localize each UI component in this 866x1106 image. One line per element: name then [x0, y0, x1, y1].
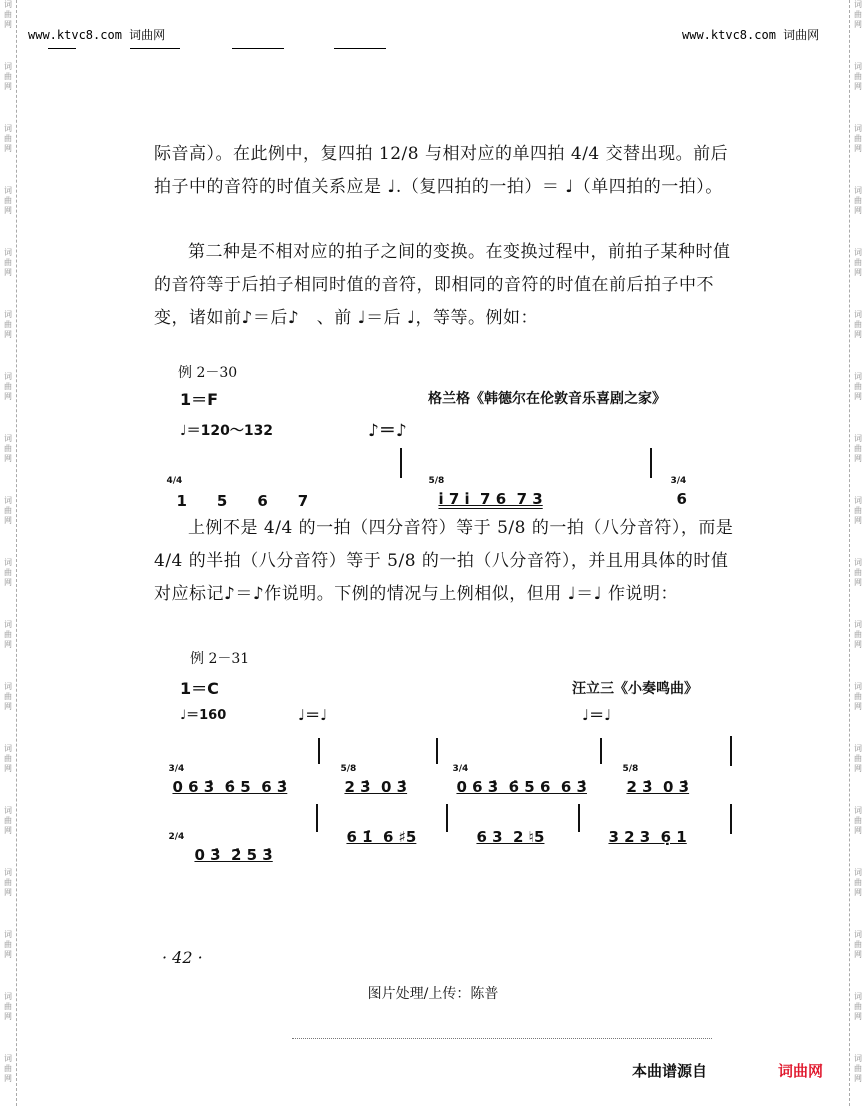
example-2-line2-m2 — [336, 810, 416, 846]
watermark-glyph: 词 — [4, 372, 12, 381]
watermark-glyph: 网 — [854, 1074, 862, 1083]
watermark-glyph: 网 — [854, 454, 862, 463]
watermark-glyph-group — [850, 124, 866, 154]
watermark-glyph: 词 — [854, 992, 862, 1001]
brand-link[interactable]: 词曲网 — [778, 1062, 824, 1080]
dotted-divider — [292, 1038, 712, 1040]
watermark-glyph: 词 — [854, 434, 862, 443]
watermark-glyph: 词 — [4, 682, 12, 691]
watermark-glyph: 词 — [854, 124, 862, 133]
watermark-glyph: 曲 — [4, 196, 12, 205]
watermark-glyph-group — [850, 62, 866, 92]
watermark-glyph: 词 — [4, 310, 12, 319]
bar-line — [650, 448, 652, 478]
watermark-glyph: 曲 — [4, 692, 12, 701]
measure-notes: 0 6 3̇ 6̇ 5 6 6 3̇ — [456, 778, 587, 796]
watermark-glyph: 网 — [4, 454, 12, 463]
measure-notes: 3 2 3 6̣ 1 — [608, 828, 687, 846]
watermark-glyph: 曲 — [854, 692, 862, 701]
watermark-glyph-group — [850, 186, 866, 216]
watermark-glyph-group — [0, 186, 16, 216]
example-2-source: 汪立三《小奏鸣曲》 — [572, 681, 698, 697]
watermark-glyph: 词 — [854, 248, 862, 257]
watermark-glyph: 曲 — [854, 444, 862, 453]
example-1-key: 1＝F — [180, 390, 219, 409]
example-2-line2-m3 — [466, 810, 544, 846]
watermark-glyph: 网 — [854, 392, 862, 401]
watermark-glyph: 词 — [854, 558, 862, 567]
watermark-glyph: 网 — [4, 826, 12, 835]
paragraph-3-text: 上例不是 4/4 的一拍（四分音符）等于 5/8 的一拍（八分音符），而是 4/4 的半拍（八分音符）等于 5/8 的一拍（八分音符），并且用具体的时值对应标记♪＝♪作说明。下例的情况与上例相似，但用 ♩＝♩ 作说明： — [154, 518, 734, 604]
example-1-measure-2 — [418, 454, 543, 508]
watermark-glyph: 网 — [4, 950, 12, 959]
watermark-glyph: 曲 — [854, 940, 862, 949]
watermark-glyph: 词 — [4, 930, 12, 939]
watermark-glyph: 曲 — [854, 258, 862, 267]
watermark-glyph: 曲 — [4, 382, 12, 391]
watermark-glyph: 曲 — [4, 444, 12, 453]
watermark-glyph: 曲 — [854, 1064, 862, 1073]
watermark-glyph-group — [0, 434, 16, 464]
example-2-line1-m3 — [442, 742, 587, 796]
watermark-glyph-group — [0, 744, 16, 774]
watermark-glyph: 网 — [4, 330, 12, 339]
left-watermark-strip — [0, 0, 17, 1106]
watermark-glyph: 网 — [4, 516, 12, 525]
watermark-glyph: 词 — [4, 744, 12, 753]
watermark-glyph: 词 — [4, 434, 12, 443]
watermark-glyph: 曲 — [854, 878, 862, 887]
watermark-glyph: 网 — [854, 206, 862, 215]
watermark-glyph: 词 — [854, 1054, 862, 1063]
watermark-glyph: 词 — [4, 496, 12, 505]
watermark-glyph: 词 — [4, 868, 12, 877]
watermark-glyph-group — [0, 372, 16, 402]
watermark-glyph: 网 — [854, 640, 862, 649]
watermark-glyph: 曲 — [4, 10, 12, 19]
watermark-glyph: 网 — [4, 20, 12, 29]
time-signature: 2/4 — [168, 832, 185, 842]
watermark-glyph-group — [0, 868, 16, 898]
example-2-line1-m1 — [158, 742, 287, 796]
watermark-glyph: 词 — [4, 186, 12, 195]
watermark-glyph-group — [0, 1054, 16, 1084]
watermark-glyph-group — [850, 1054, 866, 1084]
watermark-glyph-group — [0, 62, 16, 92]
watermark-glyph: 词 — [4, 558, 12, 567]
watermark-glyph-group — [850, 372, 866, 402]
watermark-glyph: 曲 — [4, 134, 12, 143]
watermark-glyph: 网 — [4, 640, 12, 649]
measure-notes: 0 6 3̇ 6̇ 5 6 3̇ — [172, 778, 288, 796]
watermark-glyph: 网 — [4, 268, 12, 277]
page-number: · 42 · — [162, 948, 203, 967]
bar-line — [730, 804, 732, 834]
watermark-glyph: 曲 — [854, 1002, 862, 1011]
watermark-glyph-group — [0, 248, 16, 278]
example-1-tempo: ♩＝120～132 — [180, 423, 274, 439]
watermark-glyph: 词 — [4, 62, 12, 71]
watermark-glyph: 词 — [4, 1054, 12, 1063]
watermark-glyph-group — [850, 248, 866, 278]
watermark-glyph: 词 — [4, 0, 12, 9]
paragraph-2-text: 第二种是不相对应的拍子之间的变换。在变换过程中，前拍子某种时值的音符等于后拍子相同时值的音符，即相同的音符的时值在前后拍子中不变，诸如前♪＝后♪ 、前 ♩＝后 ♩，等等。例如： — [154, 242, 731, 328]
right-watermark-strip — [849, 0, 866, 1106]
watermark-glyph: 曲 — [4, 630, 12, 639]
watermark-glyph: 曲 — [4, 72, 12, 81]
example-2-line1-m4 — [612, 742, 689, 796]
upload-credit: 图片处理/上传：陈普 — [367, 986, 499, 1002]
watermark-glyph: 词 — [854, 310, 862, 319]
example-1-source: 格兰格《韩德尔在伦敦音乐喜剧之家》 — [428, 391, 666, 407]
watermark-glyph: 曲 — [854, 72, 862, 81]
site-watermark-left: www.ktvc8.com 词曲网 — [28, 28, 166, 42]
watermark-glyph: 网 — [4, 1012, 12, 1021]
watermark-glyph: 网 — [854, 330, 862, 339]
watermark-glyph-group — [0, 124, 16, 154]
watermark-glyph: 词 — [4, 620, 12, 629]
watermark-glyph-group — [850, 930, 866, 960]
bar-line — [600, 738, 602, 764]
watermark-glyph-group — [0, 496, 16, 526]
watermark-glyph: 曲 — [4, 568, 12, 577]
watermark-glyph-group — [0, 620, 16, 650]
header-rule — [48, 48, 76, 49]
watermark-glyph-group — [850, 682, 866, 712]
example-2-line2-m1 — [158, 810, 273, 864]
watermark-glyph: 网 — [4, 82, 12, 91]
time-signature: 3/4 — [168, 764, 185, 774]
watermark-glyph-group — [850, 558, 866, 588]
measure-notes: 6 1̇ 6 ♯5 — [346, 828, 417, 846]
watermark-glyph: 曲 — [854, 754, 862, 763]
watermark-glyph: 曲 — [4, 878, 12, 887]
watermark-glyph: 网 — [854, 826, 862, 835]
site-watermark-right: www.ktvc8.com 词曲网 — [682, 28, 820, 42]
example-2-equivalence-2: ♩＝♩ — [582, 706, 612, 724]
bar-line — [316, 804, 318, 832]
watermark-glyph: 曲 — [4, 506, 12, 515]
watermark-glyph: 词 — [854, 930, 862, 939]
watermark-glyph: 词 — [854, 806, 862, 815]
watermark-glyph: 词 — [854, 186, 862, 195]
paragraph-3 — [154, 512, 739, 611]
watermark-glyph: 曲 — [854, 320, 862, 329]
watermark-glyph: 词 — [854, 0, 862, 9]
watermark-glyph: 词 — [4, 248, 12, 257]
watermark-glyph: 曲 — [854, 382, 862, 391]
watermark-glyph: 词 — [854, 744, 862, 753]
watermark-glyph: 网 — [4, 578, 12, 587]
watermark-glyph-group — [850, 744, 866, 774]
watermark-glyph: 网 — [854, 764, 862, 773]
example-1-staff — [156, 454, 308, 511]
watermark-glyph-group — [850, 0, 866, 30]
example-1-measure-3 — [660, 454, 687, 508]
watermark-glyph-group — [850, 496, 866, 526]
watermark-glyph: 曲 — [854, 506, 862, 515]
watermark-glyph: 曲 — [4, 1064, 12, 1073]
watermark-glyph: 词 — [4, 806, 12, 815]
paragraph-1-text: 际音高）。在此例中，复四拍 12/8 与相对应的单四拍 4/4 交替出现。前后拍子中的音符的时值关系应是 ♩.（复四拍的一拍）＝ ♩（单四拍的一拍）。 — [154, 144, 729, 197]
watermark-glyph: 网 — [854, 578, 862, 587]
measure-notes: 2 3̇ 0 3̇ — [626, 778, 690, 796]
watermark-glyph: 网 — [854, 950, 862, 959]
watermark-glyph: 网 — [854, 82, 862, 91]
watermark-glyph: 词 — [854, 62, 862, 71]
watermark-glyph: 曲 — [854, 816, 862, 825]
watermark-glyph-group — [850, 868, 866, 898]
watermark-glyph-group — [850, 620, 866, 650]
example-2-key: 1＝C — [180, 679, 219, 698]
watermark-glyph: 词 — [4, 124, 12, 133]
watermark-glyph: 网 — [4, 392, 12, 401]
time-signature: 3/4 — [670, 476, 687, 486]
time-signature: 3/4 — [452, 764, 469, 774]
watermark-glyph-group — [850, 434, 866, 464]
example-2-equivalence-1: ♩＝♩ — [298, 706, 328, 724]
measure-notes: 6 — [676, 490, 687, 508]
watermark-glyph: 曲 — [854, 10, 862, 19]
measure-notes: i̇ 7 i̇ 7 6 7 3 — [438, 490, 543, 508]
measure-notes: 1 5 6 7 — [176, 492, 309, 510]
watermark-glyph-group — [850, 806, 866, 836]
watermark-glyph: 网 — [4, 206, 12, 215]
bar-line — [318, 738, 320, 764]
example-2-line2-m4 — [598, 810, 687, 846]
header-rule — [334, 48, 386, 49]
example-1-equivalence: ♪＝♪ — [368, 421, 407, 441]
watermark-glyph: 词 — [854, 682, 862, 691]
watermark-glyph-group — [0, 682, 16, 712]
watermark-glyph: 网 — [4, 1074, 12, 1083]
watermark-glyph: 词 — [854, 496, 862, 505]
watermark-glyph: 曲 — [4, 816, 12, 825]
watermark-glyph: 词 — [4, 992, 12, 1001]
watermark-glyph: 网 — [854, 144, 862, 153]
watermark-glyph: 曲 — [854, 568, 862, 577]
time-signature: 5/8 — [622, 764, 639, 774]
source-label: 本曲谱源自 — [632, 1062, 708, 1080]
watermark-glyph: 词 — [854, 868, 862, 877]
watermark-glyph: 网 — [854, 1012, 862, 1021]
watermark-glyph: 网 — [854, 516, 862, 525]
measure-notes: 0 3̇ 2̇ 5 3̇ — [194, 846, 273, 864]
watermark-glyph: 网 — [854, 20, 862, 29]
watermark-glyph: 曲 — [854, 196, 862, 205]
bar-line — [400, 448, 402, 478]
bar-line — [436, 738, 438, 764]
bar-line — [446, 804, 448, 832]
watermark-glyph-group — [0, 0, 16, 30]
time-signature: 5/8 — [340, 764, 357, 774]
watermark-glyph: 网 — [4, 144, 12, 153]
bar-line — [578, 804, 580, 832]
header-rule — [232, 48, 284, 49]
example-1-label: 例 2－30 — [178, 365, 238, 381]
header-rule — [130, 48, 180, 49]
watermark-glyph: 网 — [4, 764, 12, 773]
example-2-tempo: ♩＝160 — [180, 708, 227, 723]
measure-notes: 6 3 2 ♮5 — [476, 828, 545, 846]
watermark-glyph: 网 — [4, 888, 12, 897]
time-signature: 5/8 — [428, 476, 445, 486]
time-signature: 4/4 — [166, 476, 183, 486]
watermark-glyph: 词 — [854, 620, 862, 629]
watermark-glyph-group — [0, 310, 16, 340]
bar-line — [730, 736, 732, 766]
watermark-glyph: 曲 — [854, 630, 862, 639]
watermark-glyph-group — [0, 930, 16, 960]
watermark-glyph-group — [0, 558, 16, 588]
watermark-glyph: 曲 — [4, 1002, 12, 1011]
paragraph-2 — [154, 236, 739, 335]
paragraph-1 — [154, 138, 739, 204]
watermark-glyph-group — [0, 806, 16, 836]
watermark-glyph: 曲 — [854, 134, 862, 143]
watermark-glyph: 曲 — [4, 940, 12, 949]
measure-notes: 2 3̇ 0 3̇ — [344, 778, 408, 796]
watermark-glyph: 曲 — [4, 258, 12, 267]
watermark-glyph-group — [850, 310, 866, 340]
watermark-glyph: 网 — [854, 702, 862, 711]
example-2-label: 例 2－31 — [190, 651, 250, 667]
watermark-glyph: 网 — [4, 702, 12, 711]
watermark-glyph: 词 — [854, 372, 862, 381]
watermark-glyph: 网 — [854, 268, 862, 277]
watermark-glyph: 曲 — [4, 754, 12, 763]
watermark-glyph: 网 — [854, 888, 862, 897]
watermark-glyph: 曲 — [4, 320, 12, 329]
example-2-line1-m2 — [330, 742, 407, 796]
